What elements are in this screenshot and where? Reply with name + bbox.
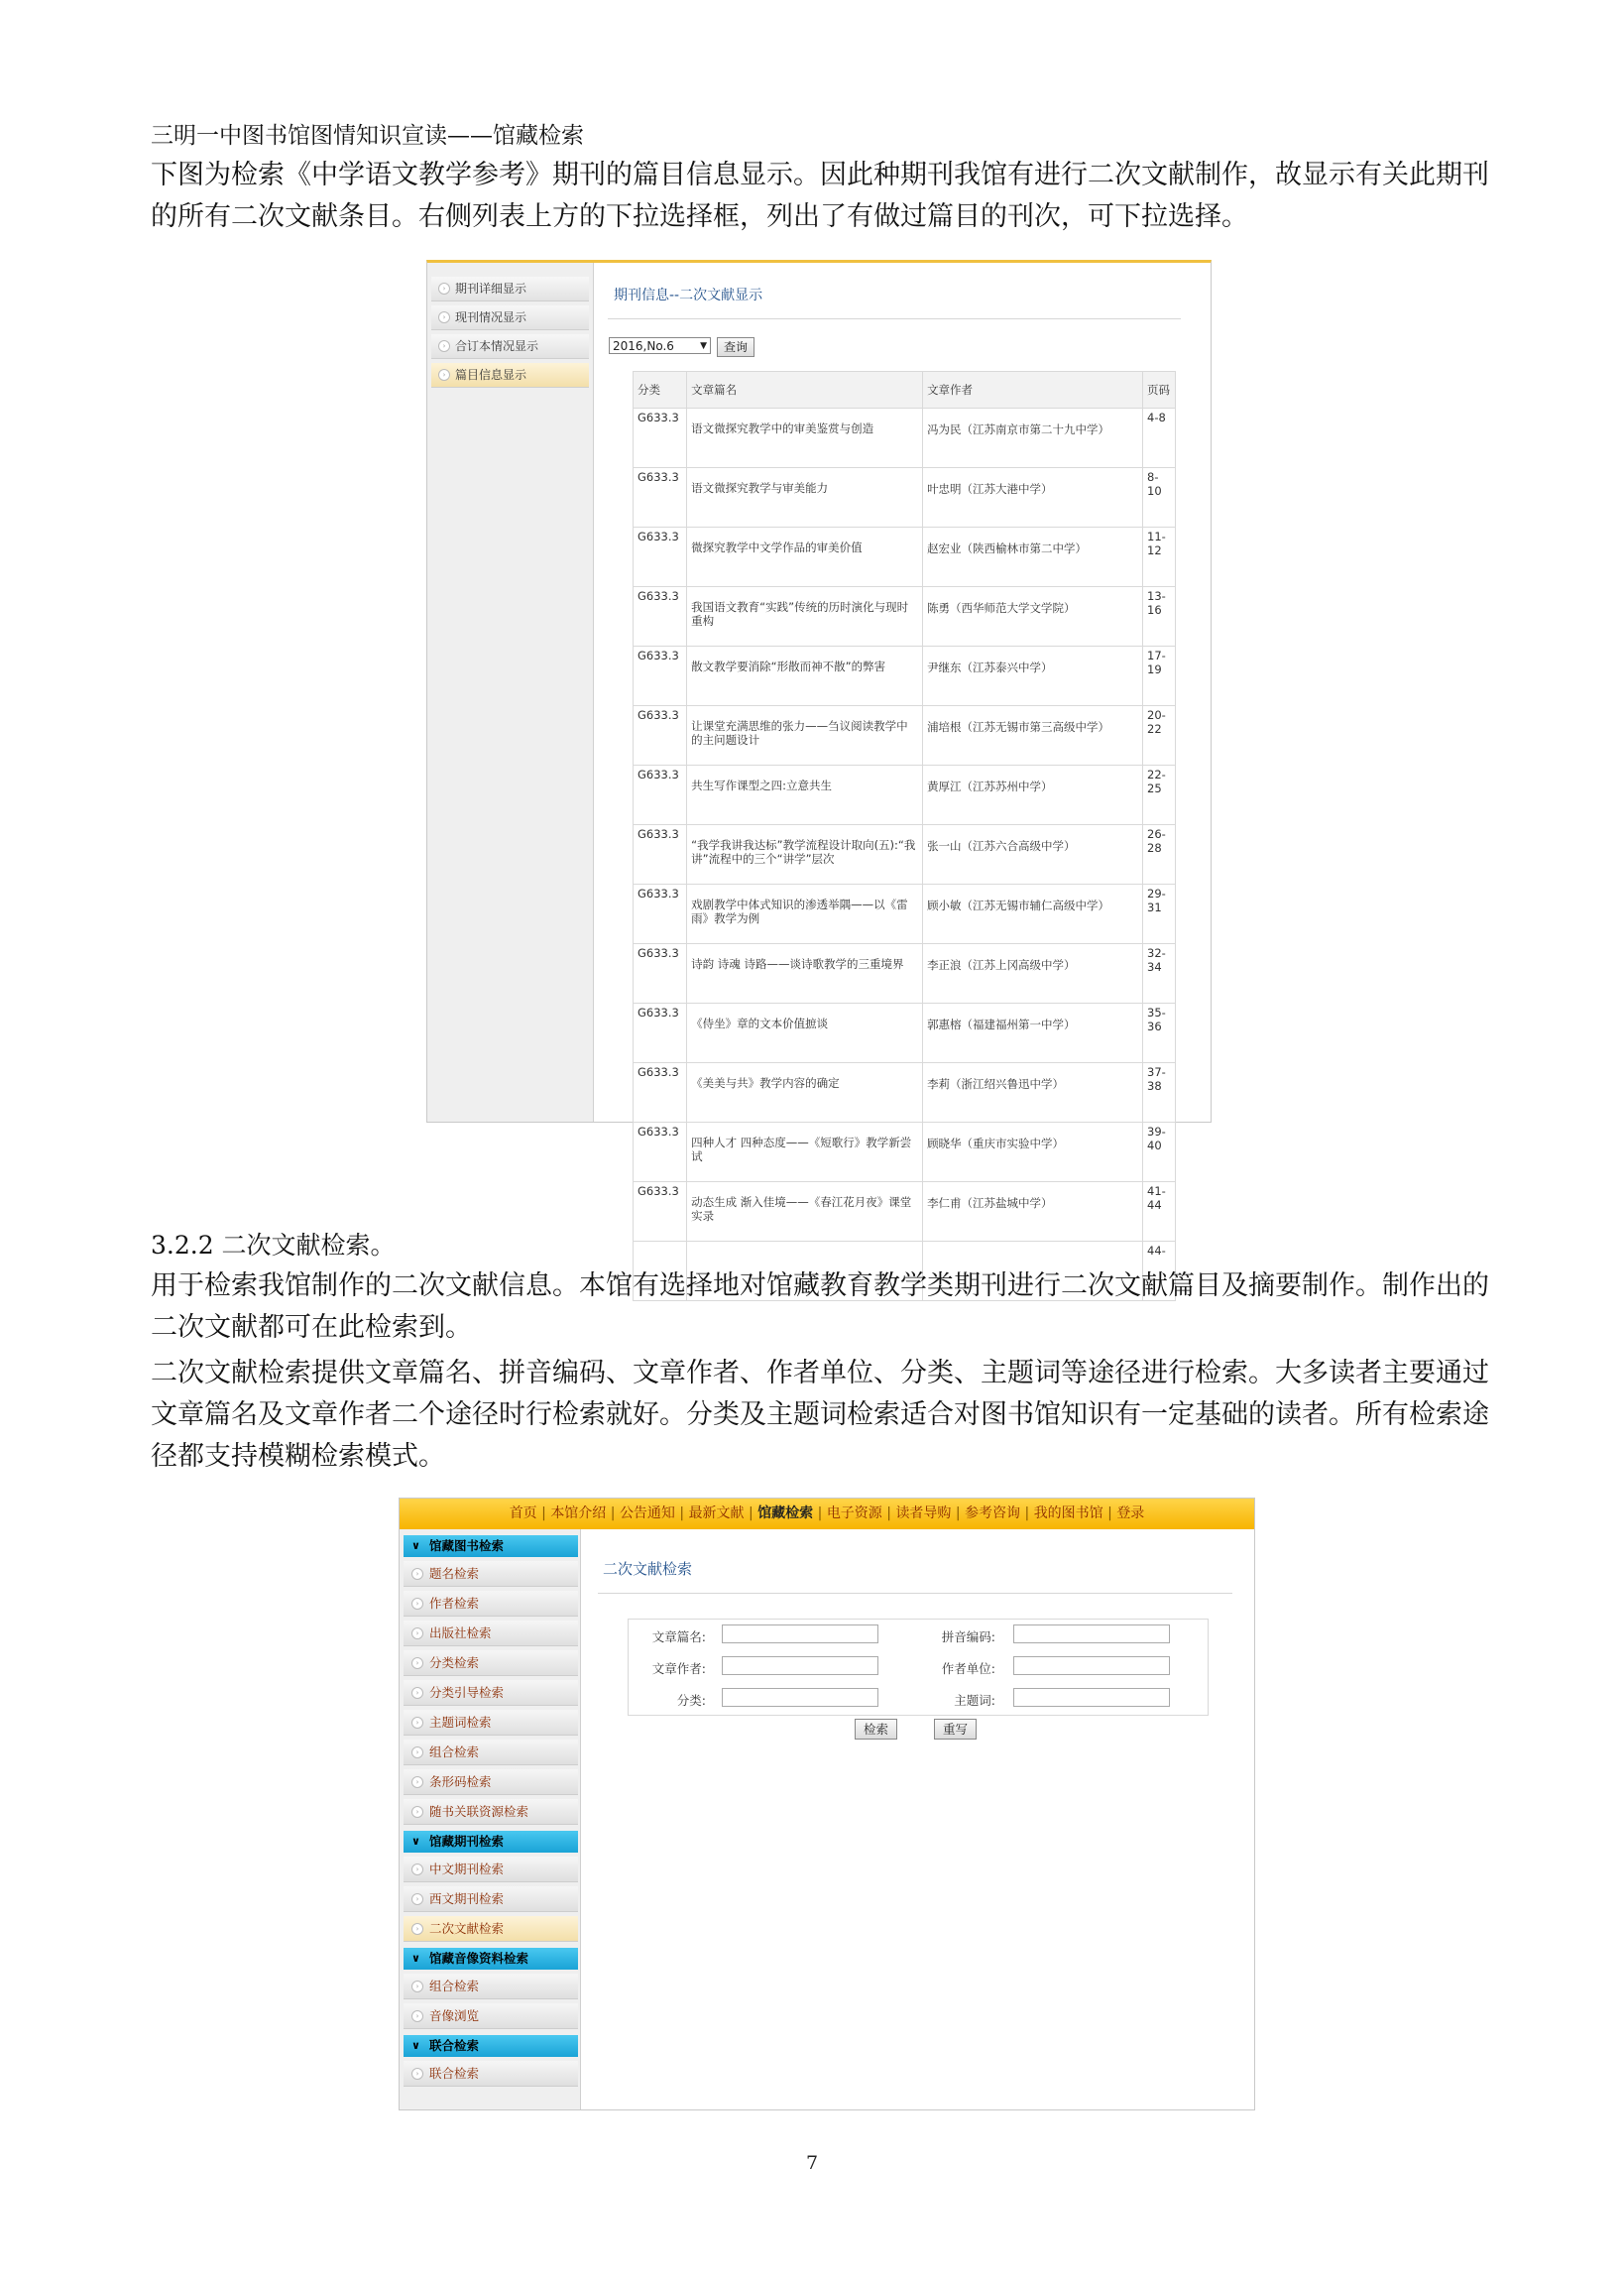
sidebar-item[interactable] (404, 1886, 578, 1912)
page-cell: 35-36 (1143, 1004, 1176, 1063)
sidebar-item[interactable] (404, 1916, 578, 1942)
reset-button[interactable]: 重写 (934, 1719, 977, 1740)
author-label: 文章作者: (651, 1661, 706, 1676)
nav-link[interactable]: 首页 (509, 1505, 537, 1521)
nav-link[interactable]: 我的图书馆 (1033, 1505, 1103, 1521)
nav-separator: | (1024, 1505, 1034, 1521)
table-row (634, 409, 1176, 468)
nav-separator: | (1107, 1505, 1117, 1521)
periodical-info-screenshot (426, 260, 1212, 1258)
table-row (634, 1063, 1176, 1123)
section-paragraph-2: 二次文献检索提供文章篇名、拼音编码、文章作者、作者单位、分类、主题词等途径进行检索。大多读者主要通过文章篇名及文章作者二个途径时行检索就好。分类及主题词检索适合对图书馆知识有一定基础的读者。所有检索途径都支持模糊检索模式。 (151, 1358, 1489, 1472)
bullet-icon: › (411, 1806, 423, 1818)
nav-separator: | (679, 1505, 689, 1521)
title-cell: 戏剧教学中体式知识的渗透举隅——以《雷雨》教学为例 (687, 885, 923, 944)
author-cell: 郭惠榕（福建福州第一中学） (923, 1004, 1143, 1063)
bullet-icon: › (411, 1717, 423, 1729)
section-heading: 3.2.2 二次文献检索。 (151, 1231, 396, 1260)
sidebar-item-label: 西文期刊检索 (429, 1891, 505, 1906)
section-paragraph-1: 用于检索我馆制作的二次文献信息。本馆有选择地对馆藏教育教学类期刊进行二次文献篇目及摘要制作。制作出的二次文献都可在此检索到。 (151, 1270, 1489, 1343)
sidebar-item-label: 中文期刊检索 (429, 1862, 505, 1876)
sidebar-group[interactable] (404, 2035, 578, 2057)
table-row (634, 885, 1176, 944)
title-cell: 四种人才 四种态度——《短歌行》教学新尝试 (687, 1123, 923, 1182)
category-cell: G633.3 (634, 587, 687, 647)
page-cell: 4-8 (1143, 409, 1176, 468)
table-row (634, 766, 1176, 825)
author-cell: 陈勇（西华师范大学文学院） (923, 587, 1143, 647)
author-cell: 张一山（江苏六合高级中学） (923, 825, 1143, 885)
nav-link[interactable]: 本馆介绍 (550, 1505, 607, 1521)
author-cell: 尹继东（江苏泰兴中学） (923, 647, 1143, 706)
sidebar-group-label: 馆藏图书检索 (429, 1538, 505, 1553)
class-label: 分类: (676, 1693, 706, 1708)
bullet-icon: › (411, 1981, 423, 1992)
title-cell: 语文微探究教学与审美能力 (687, 468, 923, 528)
sidebar-item-label: 条形码检索 (429, 1774, 492, 1789)
class-input[interactable] (722, 1688, 878, 1707)
sidebar-item-label: 组合检索 (429, 1744, 480, 1759)
title-cell: 语文微探究教学中的审美鉴赏与创造 (687, 409, 923, 468)
sidebar-item-articles[interactable]: › 篇目信息显示 (431, 363, 589, 388)
secondary-search-screenshot (399, 1498, 1255, 2110)
sidebar-item[interactable] (404, 1650, 578, 1676)
table-row (634, 528, 1176, 587)
author-input[interactable] (722, 1656, 878, 1675)
chevron-down-icon: ∨ (411, 2039, 420, 2052)
table-row (634, 1004, 1176, 1063)
category-cell: G633.3 (634, 1063, 687, 1123)
title-label: 文章篇名: (651, 1629, 706, 1644)
table-row (634, 1123, 1176, 1182)
nav-link[interactable]: 电子资源 (826, 1505, 882, 1521)
sidebar-item[interactable] (404, 1799, 578, 1825)
intro-paragraph: 下图为检索《中学语文教学参考》期刊的篇目信息显示。因此种期刊我馆有进行二次文献制作，故显示有关此期刊的所有二次文献条目。右侧列表上方的下拉选择框，列出了有做过篇目的刊次，可下拉选择。 (151, 160, 1489, 232)
bullet-icon: › (438, 340, 450, 352)
sidebar-item-label: 随书关联资源检索 (429, 1804, 529, 1819)
title-cell: 散文教学要消除“形散而神不散”的弊害 (687, 647, 923, 706)
nav-link[interactable]: 参考咨询 (965, 1505, 1021, 1521)
nav-link[interactable]: 馆藏检索 (757, 1505, 814, 1521)
page-number: 7 (805, 2152, 819, 2174)
sidebar-group-label: 馆藏音像资料检索 (429, 1951, 529, 1966)
sidebar-group[interactable] (404, 1831, 578, 1853)
sidebar-item-current[interactable]: › 现刊情况显示 (431, 305, 589, 330)
table-row (634, 706, 1176, 766)
sidebar-item-label: 联合检索 (429, 2066, 480, 2081)
column-header: 分类 (634, 372, 687, 409)
title-cell: 我国语文教育“实践”传统的历时演化与现时重构 (687, 587, 923, 647)
sidebar-group-label: 联合检索 (429, 2038, 480, 2053)
title-cell: 让课堂充满思维的张力——刍议阅读教学中的主问题设计 (687, 706, 923, 766)
page-cell: 32-34 (1143, 944, 1176, 1004)
column-header: 文章篇名 (687, 372, 923, 409)
bullet-icon: › (438, 369, 450, 381)
issue-select[interactable]: 2016,No.6 ▼ (609, 337, 711, 354)
unit-input[interactable] (1013, 1656, 1170, 1675)
page-cell: 29-31 (1143, 885, 1176, 944)
top-nav (400, 1499, 1254, 1529)
chevron-down-icon: ∨ (411, 1952, 420, 1965)
bullet-icon: › (411, 1568, 423, 1580)
nav-separator: | (749, 1505, 758, 1521)
page-cell: 37-38 (1143, 1063, 1176, 1123)
document-heading: 三明一中图书馆图情知识宣读——馆藏检索 (151, 123, 584, 149)
page-cell: 44- (1143, 1242, 1176, 1301)
category-cell: G633.3 (634, 885, 687, 944)
title-cell: “我学我讲我达标”教学流程设计取向(五):“我讲”流程中的三个“讲学”层次 (687, 825, 923, 885)
page-title: 期刊信息--二次文献显示 (614, 288, 763, 303)
category-cell: G633.3 (634, 1182, 687, 1242)
category-cell: G633.3 (634, 1123, 687, 1182)
sidebar-item-label: 题名检索 (429, 1566, 480, 1581)
sidebar-item-label: 二次文献检索 (429, 1921, 505, 1936)
category-cell: G633.3 (634, 944, 687, 1004)
bullet-icon: › (411, 1746, 423, 1758)
bullet-icon: › (411, 2068, 423, 2080)
sidebar-item-label: 出版社检索 (429, 1625, 492, 1640)
category-cell: G633.3 (634, 409, 687, 468)
nav-separator: | (610, 1505, 620, 1521)
nav-link[interactable]: 最新文献 (688, 1505, 745, 1521)
sidebar-item-label: 主题词检索 (429, 1715, 492, 1730)
unit-label: 作者单位: (941, 1661, 995, 1676)
page-cell: 41-44 (1143, 1182, 1176, 1242)
sidebar-item[interactable] (404, 1974, 578, 1999)
table-row (634, 825, 1176, 885)
page-cell: 39-40 (1143, 1123, 1176, 1182)
author-cell: 黄厚江（江苏苏州中学） (923, 766, 1143, 825)
title-cell: 动态生成 渐入佳境——《春江花月夜》课堂实录 (687, 1182, 923, 1242)
category-cell: G633.3 (634, 647, 687, 706)
nav-link[interactable]: 公告通知 (619, 1505, 675, 1521)
page-cell: 22-25 (1143, 766, 1176, 825)
author-cell: 顾晓华（重庆市实验中学） (923, 1123, 1143, 1182)
page-title: 二次文献检索 (603, 1560, 693, 1578)
category-cell: G633.3 (634, 706, 687, 766)
sidebar-item[interactable] (404, 1621, 578, 1646)
author-cell: 赵宏业（陕西榆林市第二中学） (923, 528, 1143, 587)
author-cell: 李仁甫（江苏盐城中学） (923, 1182, 1143, 1242)
table-row (634, 587, 1176, 647)
sidebar-item-label: 组合检索 (429, 1979, 480, 1993)
sidebar-group[interactable] (404, 1948, 578, 1970)
page-cell: 17-19 (1143, 647, 1176, 706)
bullet-icon: › (411, 1657, 423, 1669)
bullet-icon: › (411, 1864, 423, 1875)
sidebar-item[interactable] (404, 1740, 578, 1765)
author-cell: 李莉（浙江绍兴鲁迅中学） (923, 1063, 1143, 1123)
bullet-icon: › (411, 1893, 423, 1905)
title-cell: 诗韵 诗魂 诗路——谈诗歌教学的三重境界 (687, 944, 923, 1004)
title-cell: 共生写作课型之四:立意共生 (687, 766, 923, 825)
bullet-icon: › (411, 1923, 423, 1935)
column-header: 文章作者 (923, 372, 1143, 409)
sidebar-item-bound[interactable]: › 合订本情况显示 (431, 334, 589, 359)
query-button[interactable]: 查询 (717, 337, 754, 357)
page-cell: 20-22 (1143, 706, 1176, 766)
pinyin-input[interactable] (1013, 1624, 1170, 1643)
nav-separator: | (541, 1505, 551, 1521)
sidebar-item[interactable] (404, 1561, 578, 1587)
nav-separator: | (955, 1505, 966, 1521)
page-cell: 13-16 (1143, 587, 1176, 647)
category-cell: G633.3 (634, 825, 687, 885)
bullet-icon: › (438, 311, 450, 323)
bullet-icon: › (411, 1627, 423, 1639)
table-row (634, 944, 1176, 1004)
author-cell: 浦培根（江苏无锡市第三高级中学） (923, 706, 1143, 766)
table-row (634, 647, 1176, 706)
bullet-icon: › (411, 2010, 423, 2022)
title-cell: 《美美与共》教学内容的确定 (687, 1063, 923, 1123)
search-button[interactable]: 检索 (855, 1719, 897, 1740)
page-cell: 26-28 (1143, 825, 1176, 885)
divider (608, 318, 1181, 319)
search-sidebar (400, 1529, 581, 2109)
bullet-icon: › (411, 1776, 423, 1788)
bullet-icon: › (411, 1687, 423, 1699)
author-cell: 顾小敏（江苏无锡市辅仁高级中学） (923, 885, 1143, 944)
table-row (634, 468, 1176, 528)
search-form (628, 1619, 1209, 1737)
sidebar-item[interactable] (404, 1857, 578, 1882)
page-cell: 11-12 (1143, 528, 1176, 587)
title-input[interactable] (722, 1624, 878, 1643)
chevron-down-icon: ∨ (411, 1539, 420, 1552)
sidebar-item[interactable] (404, 2061, 578, 2087)
periodical-sidebar (427, 263, 594, 1122)
nav-separator: | (817, 1505, 827, 1521)
sidebar-item-detail[interactable]: › 期刊详细显示 (431, 277, 589, 301)
sidebar-item[interactable] (404, 1591, 578, 1617)
sidebar-item[interactable] (404, 2003, 578, 2029)
divider (598, 1593, 1232, 1594)
sidebar-item-label: 音像浏览 (429, 2008, 480, 2023)
nav-link[interactable]: 读者导购 (895, 1505, 952, 1521)
nav-link[interactable]: 登录 (1116, 1505, 1145, 1521)
bullet-icon: › (438, 283, 450, 295)
bullet-icon: › (411, 1598, 423, 1610)
title-cell: 《侍坐》章的文本价值摭谈 (687, 1004, 923, 1063)
subject-label: 主题词: (954, 1693, 995, 1708)
sidebar-item[interactable] (404, 1710, 578, 1736)
article-table (633, 371, 1176, 1301)
author-cell: 李正浪（江苏上冈高级中学） (923, 944, 1143, 1004)
sidebar-group-label: 馆藏期刊检索 (429, 1834, 505, 1849)
subject-input[interactable] (1013, 1688, 1170, 1707)
page-cell: 8-10 (1143, 468, 1176, 528)
category-cell: G633.3 (634, 766, 687, 825)
pinyin-label: 拼音编码: (941, 1629, 995, 1644)
category-cell: G633.3 (634, 528, 687, 587)
author-cell: 叶忠明（江苏大港中学） (923, 468, 1143, 528)
sidebar-item[interactable] (404, 1769, 578, 1795)
column-header: 页码 (1143, 372, 1176, 409)
sidebar-item-label: 分类检索 (429, 1655, 480, 1670)
category-cell: G633.3 (634, 1004, 687, 1063)
chevron-down-icon: ∨ (411, 1835, 420, 1848)
dropdown-arrow-icon: ▼ (700, 341, 707, 351)
nav-separator: | (886, 1505, 896, 1521)
author-cell: 冯为民（江苏南京市第二十九中学） (923, 409, 1143, 468)
category-cell: G633.3 (634, 468, 687, 528)
title-cell: 微探究教学中文学作品的审美价值 (687, 528, 923, 587)
sidebar-item-label: 作者检索 (429, 1596, 480, 1611)
sidebar-group[interactable] (404, 1535, 578, 1557)
sidebar-item-label: 分类引导检索 (429, 1685, 505, 1700)
sidebar-item[interactable] (404, 1680, 578, 1706)
